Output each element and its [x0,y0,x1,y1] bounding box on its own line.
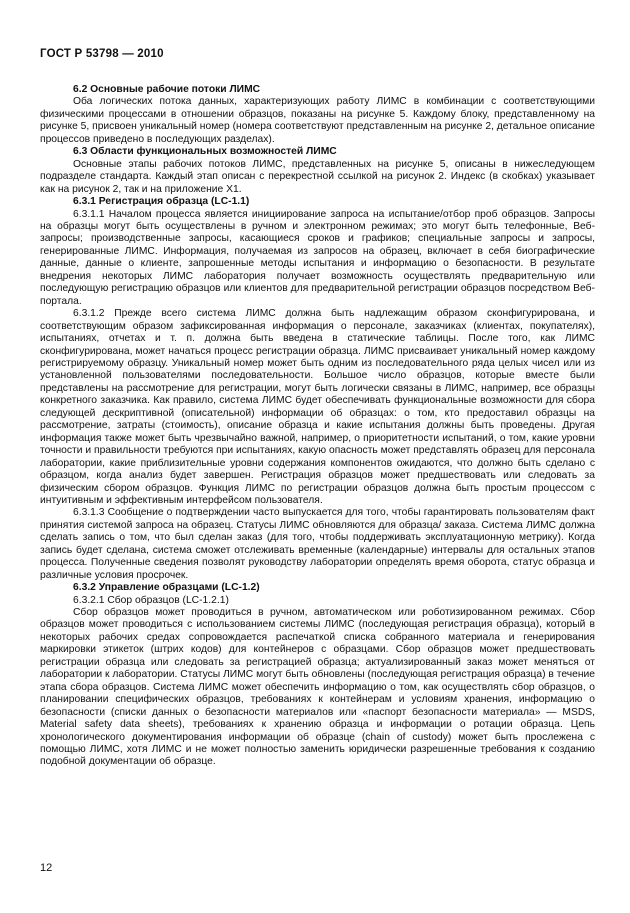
section-heading-6-3-1: 6.3.1 Регистрация образца (LC-1.1) [73,196,250,208]
paragraph: Сбор образцов может проводиться в ручном, автоматическом или роботизированном режимах. Сбор образцов может проводиться с использованием системы ЛИМС (последующая регистрация образца), который в некоторых рабочих средах сопровождается распечаткой списка собранного материала и генерирования маркировки этикеток (штрих кодов) для контейнеров с образцами. Сбор образцов может предшествовать регистрации образца или следовать за регистрацией образца; актуализированный заказ может меняться от лаборатории к лаборатории. Статусы ЛИМС могут быть обновлены (последующая регистрация образца) в течение этапа сбора образцов. Система ЛИМС может обеспечить информацию о том, как осуществлять сбор образцов, о планировании специфических образцов, требованиях к контейнерам и условиям хранения, информацию о безопасности (списки данных о безопасности материалов или «паспорт безопасности материала» — MSDS, Material safety data sheets), требованиях к хранению образца и информации о ротации образца. Цепь хронологического документирования информации об образце (chain of custody) может быть прослежена с помощью ЛИМС, хотя ЛИМС и не может полностью заменить юридически разрешенные требования к созданию подобной документации об образце. [40,607,595,768]
document-header: ГОСТ Р 53798 — 2010 [40,48,164,60]
section-heading-6-3: 6.3 Области функциональных возможностей ЛИМС [73,146,337,158]
paragraph: Оба логических потока данных, характеризующих работу ЛИМС в комбинации с соответствующими физическими процессами в отношении образцов, показаны на рисунке 5. Каждому блоку, представленному на рисунке 5, присвоен уникальный номер (номера соответствуют представленным на рисунке 2, детальное описание процессов приведено в последующих разделах). [40,96,595,145]
section-heading-6-2: 6.2 Основные рабочие потоки ЛИМС [73,84,261,95]
paragraph: 6.3.1.3 Сообщение о подтверждении часто выпускается для того, чтобы гарантировать пользователям факт принятия системой запроса на образец. Статусы ЛИМС обновляются для образца/ заказа. Система ЛИМС должна сделать запись о том, что был сделан заказ (для того, чтобы поддерживать эксплуатационную метрику). Когда запись будет сделана, система сможет отслеживать временные (календарные) интервалы для остальных этапов процесса. Полученные сведения позволят руководству лаборатории определять время оборота, статус образца и различные условия просрочек. [40,507,595,581]
document-body [40,84,595,769]
section-heading-6-3-2: 6.3.2 Управление образцами (LC-1.2) [73,582,260,594]
paragraph: 6.3.1.1 Началом процесса является инициирование запроса на испытание/отбор проб образцов. Запросы на образцы могут быть осуществлены в ручном и электронном режимах; это могут быть телефонные, Веб-запросы; производственные запросы, касающиеся сроков и графиков; специальные запросы и запросы, генерированные ЛИМС. Информация, получаемая из запросов на образец, включает в себя биографические данные, данные о клиенте, запрошенные методы испытания и информацию о безопасности. В результате внедрения некоторых ЛИМС лаборатория получает возможность осуществлять предварительную или последующую регистрацию образцов или клиентов для предварительной регистрации образцов посредством Веб-портала. [40,208,595,307]
paragraph: Основные этапы рабочих потоков ЛИМС, представленных на рисунке 5, описаны в нижеследующем подразделе стандарта. Каждый этап описан с перекрестной ссылкой на рисунок 2. Индекс (в скобках) указывает как на рисунок 2, так и на приложение Х1. [40,158,595,195]
subsection-title: 6.3.2.1 Сбор образцов (LC-1.2.1) [73,594,229,606]
paragraph: 6.3.1.2 Прежде всего система ЛИМС должна быть надлежащим образом сконфигурирована, и соответствующим образом зафиксированная информация о персонале, заказчиках (клиентах, покупателях), испытаниях, отчетах и т. п. должна быть введена в статические таблицы. После того, как ЛИМС сконфигурирована, может начаться процесс регистрации образца. ЛИМС присваивает уникальный номер каждому регистрируемому образцу. Уникальный номер может быть одним из последовательного ряда целых чисел или из установленной пользователями последовательности. Большое число образцов, которые вместе были представлены на рассмотрение для регистрации, могут быть логически связаны в ЛИМС, например, все образцы конкретного заказчика. Как правило, система ЛИМС будет обеспечивать функциональные возможности для сбора следующей дескриптивной (описательной) информации об образцах: о том, кто предоставил образцы на рассмотрение, затраты (стоимость), описание образца и какие испытания должны быть проведены. Другая информация также может быть чрезвычайно важной, например, о приоритетности испытаний, о том, какие уровни точности и правильности требуются при испытаниях, какую опасность может представлять образец для персонала лаборатории, какие приблизительные уровни содержания компонентов ожидаются, что должно быть сделано с образцом, когда анализ будет завершен. Регистрация образцов может предшествовать или следовать за физическим сбором образцов. Функция ЛИМС по регистрации образцов должна быть простым процессом с интуитивным и эффективным интерфейсом пользователя. [40,308,595,506]
page-number: 12 [40,862,53,874]
